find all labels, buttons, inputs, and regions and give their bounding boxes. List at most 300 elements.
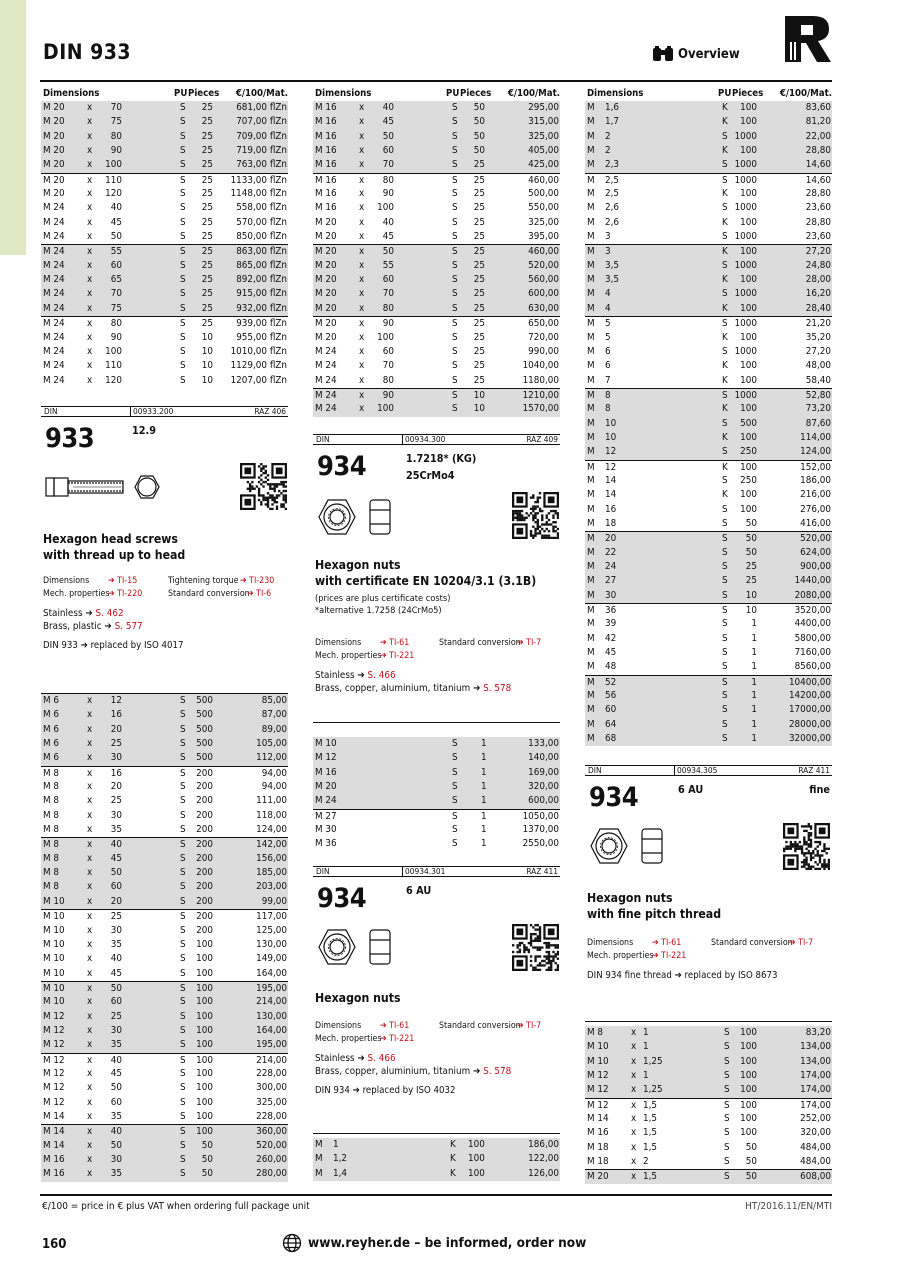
- table-cell: 228,00: [256, 1067, 287, 1079]
- table-cell: M: [587, 517, 595, 529]
- table-cell: 4400,00: [794, 618, 831, 630]
- link-conversion[interactable]: ➔ TI-7: [517, 1021, 542, 1031]
- link-mech[interactable]: ➔ TI-221: [652, 951, 687, 961]
- table-cell: M 20: [315, 259, 337, 271]
- table-cell: M 24: [43, 259, 65, 271]
- table-cell: x: [87, 1139, 93, 1151]
- table-row: [41, 1010, 288, 1024]
- table-cell: M 8: [43, 795, 60, 807]
- table-cell: x: [359, 288, 365, 300]
- table-cell: x: [359, 202, 365, 214]
- table-cell: 2,5: [605, 174, 620, 186]
- table-cell: S: [180, 809, 186, 821]
- table-cell: 915,00 flZn: [236, 288, 287, 300]
- table-row: [41, 287, 288, 301]
- table-cell: K: [722, 116, 728, 128]
- table-cell: 252,00: [800, 1113, 831, 1125]
- table-cell: 142,00: [256, 839, 287, 851]
- table-row: [41, 1110, 288, 1124]
- material-name: 25CrMo4: [406, 469, 455, 482]
- table-cell: 65: [110, 274, 122, 286]
- table-cell: 52,80: [805, 389, 831, 401]
- website-link[interactable]: [282, 1233, 586, 1253]
- table-cell: 100: [468, 1139, 485, 1150]
- table-cell: 80: [382, 174, 394, 186]
- din-bar: [313, 866, 560, 877]
- table-cell: x: [87, 695, 93, 706]
- table-cell: S: [180, 174, 186, 186]
- table-cell: 24: [605, 561, 617, 572]
- table-cell: M: [587, 159, 595, 171]
- table-cell: 25: [473, 174, 485, 186]
- table-cell: 174,00: [800, 1070, 831, 1082]
- table-cell: 200: [196, 881, 213, 893]
- table-cell: 81,20: [805, 116, 831, 128]
- link-brass[interactable]: S. 577: [114, 621, 143, 632]
- table-cell: S: [180, 967, 186, 979]
- table-cell: 3520,00: [794, 605, 831, 617]
- table-cell: x: [631, 1113, 637, 1125]
- raz-code: RAZ 411: [798, 765, 830, 775]
- table-cell: 125,00: [256, 924, 287, 936]
- table-cell: x: [359, 188, 365, 200]
- link-conversion[interactable]: ➔ TI-7: [517, 638, 542, 648]
- table-cell: 25: [201, 246, 213, 258]
- table-cell: M 10: [587, 1055, 609, 1067]
- table-cell: M: [587, 231, 595, 243]
- table-row: [41, 1081, 288, 1095]
- table-cell: 720,00: [528, 331, 559, 343]
- table-cell: S: [180, 1126, 186, 1138]
- table-cell: 1: [481, 810, 487, 822]
- table-cell: S: [452, 838, 458, 850]
- table-cell: M 6: [43, 695, 60, 706]
- table-cell: S: [722, 318, 728, 330]
- table-cell: 100: [468, 1167, 485, 1179]
- table-cell: x: [359, 102, 365, 113]
- table-cell: 100: [740, 302, 757, 314]
- table-row: [41, 1153, 288, 1167]
- table-row: [313, 259, 560, 273]
- table-cell: S: [722, 575, 728, 587]
- table-cell: M: [587, 718, 595, 730]
- table-cell: 28,80: [805, 145, 831, 157]
- table-cell: M 6: [43, 723, 60, 735]
- table-row: [585, 732, 832, 746]
- link-mech[interactable]: ➔ TI-221: [380, 651, 415, 661]
- product-title: Hexagon nuts: [315, 991, 401, 1005]
- table-cell: M: [587, 216, 595, 228]
- table-cell: M 20: [43, 116, 65, 128]
- link-brass[interactable]: S. 578: [483, 683, 512, 694]
- table-cell: M 20: [43, 145, 65, 157]
- table-cell: M 12: [43, 1010, 65, 1022]
- table-cell: S: [180, 1139, 186, 1151]
- table-cell: S: [724, 1171, 730, 1183]
- table-cell: 30: [110, 924, 122, 936]
- table-cell: 100: [740, 461, 757, 473]
- table-cell: S: [180, 723, 186, 735]
- table-cell: 87,60: [805, 417, 831, 429]
- table-cell: 484,00: [800, 1141, 831, 1153]
- table-cell: S: [452, 102, 458, 113]
- table-row: [585, 560, 832, 574]
- table-row: [41, 1067, 288, 1081]
- alternative-note: *alternative 1.7258 (24CrMo5): [315, 605, 442, 616]
- table-cell: M 20: [315, 216, 337, 228]
- table-cell: 25: [201, 116, 213, 128]
- table-cell: x: [359, 318, 365, 330]
- table-cell: 200: [196, 867, 213, 879]
- table-cell: 45: [605, 647, 617, 659]
- table-cell: 100: [740, 1055, 757, 1067]
- link-dimensions[interactable]: ➔ TI-15: [108, 576, 138, 586]
- hex-nut-drawing: [589, 825, 669, 867]
- table-row: [41, 201, 288, 215]
- table-cell: 1,5: [643, 1113, 658, 1125]
- table-cell: 2: [605, 130, 611, 142]
- link-dimensions[interactable]: ➔ TI-61: [652, 938, 682, 948]
- table-row: [41, 766, 288, 780]
- table-cell: M 24: [43, 216, 65, 228]
- table-cell: 130,00: [256, 1010, 287, 1022]
- page-number: 160: [42, 1237, 67, 1252]
- table-cell: M 16: [315, 174, 337, 186]
- table-cell: 25: [473, 188, 485, 200]
- table-cell: S: [452, 288, 458, 300]
- overview-link[interactable]: [652, 46, 740, 62]
- table-cell: 50: [382, 130, 394, 142]
- table-cell: M 10: [43, 996, 65, 1008]
- label-torque: Tightening torque: [168, 576, 239, 586]
- table-cell: 28,00: [805, 274, 831, 286]
- table-row: [313, 359, 560, 373]
- table-row: [585, 273, 832, 287]
- table-cell: 1: [751, 676, 757, 688]
- table-cell: 5: [605, 318, 611, 330]
- table-cell: 25: [201, 130, 213, 142]
- din-label: DIN: [316, 434, 330, 444]
- table-cell: 214,00: [256, 996, 287, 1008]
- table-cell: x: [87, 953, 93, 965]
- table-row: [585, 460, 832, 474]
- table-cell: 214,00: [256, 1054, 287, 1066]
- column-header: [41, 88, 288, 101]
- table-cell: 320,00: [800, 1127, 831, 1139]
- table-cell: 20: [110, 723, 122, 735]
- replacement-note: DIN 934 fine thread ➔ replaced by ISO 8673: [587, 970, 778, 981]
- table-cell: 460,00: [528, 174, 559, 186]
- table-cell: 50: [745, 1156, 757, 1168]
- table-cell: x: [359, 231, 365, 243]
- table-cell: 134,00: [800, 1055, 831, 1067]
- table-din933-continued: [313, 88, 560, 417]
- table-cell: 3: [605, 231, 611, 243]
- table-cell: S: [722, 690, 728, 702]
- table-cell: 50: [745, 1171, 757, 1183]
- table-cell: 416,00: [800, 517, 831, 529]
- table-cell: x: [87, 345, 93, 357]
- table-cell: 2: [605, 145, 611, 157]
- stainless-label: Stainless ➔: [315, 1053, 365, 1064]
- table-cell: M: [587, 259, 595, 271]
- table-cell: x: [359, 246, 365, 258]
- table-row: [585, 488, 832, 502]
- table-row: [585, 302, 832, 316]
- table-cell: S: [180, 924, 186, 936]
- table-cell: 30: [110, 752, 122, 764]
- table-cell: M 24: [43, 374, 65, 386]
- table-cell: x: [631, 1070, 637, 1082]
- link-stainless[interactable]: S. 466: [367, 670, 396, 681]
- table-cell: S: [724, 1041, 730, 1053]
- table-cell: 520,00: [256, 1139, 287, 1151]
- product-block-934: [313, 866, 560, 1136]
- table-cell: M 24: [43, 345, 65, 357]
- table-cell: 500: [196, 709, 213, 721]
- table-cell: x: [87, 1168, 93, 1180]
- table-cell: 73,20: [805, 403, 831, 415]
- table-row: [585, 660, 832, 674]
- table-cell: S: [722, 159, 728, 171]
- table-cell: 10: [605, 431, 617, 443]
- table-cell: S: [180, 202, 186, 214]
- table-cell: 100: [740, 489, 757, 501]
- header-dimensions: Dimensions: [315, 88, 372, 99]
- link-stainless[interactable]: S. 462: [95, 608, 124, 619]
- table-row: [41, 909, 288, 923]
- table-cell: 25: [745, 575, 757, 587]
- table-cell: x: [631, 1171, 637, 1183]
- table-cell: K: [450, 1153, 456, 1165]
- table-cell: 100: [196, 1010, 213, 1022]
- table-cell: 10: [473, 389, 485, 401]
- brass-line: [315, 682, 511, 695]
- table-cell: S: [452, 345, 458, 357]
- link-mech[interactable]: ➔ TI-220: [108, 589, 143, 599]
- table-cell: 25: [473, 318, 485, 330]
- table-cell: M 12: [43, 1096, 65, 1108]
- qr-code-icon[interactable]: [512, 924, 559, 971]
- table-row: [41, 809, 288, 823]
- table-cell: M: [587, 632, 595, 644]
- table-cell: x: [87, 982, 93, 994]
- table-cell: M 8: [43, 824, 60, 836]
- table-cell: 12: [110, 695, 122, 706]
- table-cell: 80: [382, 374, 394, 386]
- table-din933-small: [41, 693, 288, 1182]
- table-cell: M: [587, 431, 595, 443]
- link-conversion[interactable]: ➔ TI-6: [247, 589, 272, 599]
- standard-number: 934: [589, 782, 639, 813]
- stainless-label: Stainless ➔: [43, 608, 93, 619]
- table-cell: 80: [110, 318, 122, 330]
- table-cell: 932,00 flZn: [236, 302, 287, 314]
- table-cell: 40: [382, 102, 394, 113]
- table-cell: 90: [110, 331, 122, 343]
- table-row: [41, 331, 288, 345]
- table-cell: S: [452, 202, 458, 214]
- table-cell: 164,00: [256, 1024, 287, 1036]
- table-cell: 5800,00: [794, 632, 831, 644]
- table-cell: x: [87, 302, 93, 314]
- stainless-line: [315, 1052, 396, 1065]
- table-cell: 1000: [734, 231, 757, 243]
- table-row: [41, 1038, 288, 1052]
- table-row: [41, 187, 288, 201]
- standard-number: 933: [45, 423, 95, 454]
- table-cell: M: [315, 1139, 323, 1150]
- table-cell: 25: [473, 345, 485, 357]
- table-cell: M 24: [43, 288, 65, 300]
- table-row: [41, 952, 288, 966]
- table-row: [313, 751, 560, 765]
- table-cell: 70: [382, 288, 394, 300]
- table-row: [313, 809, 560, 823]
- table-cell: 100: [740, 1127, 757, 1139]
- table-cell: M: [587, 561, 595, 572]
- table-cell: x: [631, 1084, 637, 1096]
- table-row: [313, 823, 560, 837]
- table-cell: x: [87, 1024, 93, 1036]
- table-cell: S: [722, 503, 728, 515]
- section-color-tab: [0, 0, 26, 255]
- table-cell: K: [722, 374, 728, 386]
- table-cell: 100: [105, 159, 122, 171]
- table-cell: 276,00: [800, 503, 831, 515]
- table-cell: S: [724, 1027, 730, 1038]
- qr-code-icon[interactable]: [240, 463, 287, 510]
- table-cell: S: [722, 288, 728, 300]
- table-cell: 1: [751, 704, 757, 716]
- table-cell: S: [180, 781, 186, 793]
- link-conversion[interactable]: ➔ TI-7: [789, 938, 814, 948]
- table-cell: 10: [201, 331, 213, 343]
- table-cell: 25: [201, 202, 213, 214]
- table-cell: 18: [605, 517, 617, 529]
- table-cell: M: [587, 246, 595, 258]
- table-cell: 10: [473, 403, 485, 415]
- overview-label: Overview: [678, 46, 740, 62]
- table-row: [41, 1167, 288, 1181]
- table-cell: M: [587, 360, 595, 372]
- raz-code: RAZ 409: [526, 434, 558, 444]
- table-cell: 1000: [734, 389, 757, 401]
- table-cell: 100: [196, 1126, 213, 1138]
- table-cell: 395,00: [528, 231, 559, 243]
- table-cell: M 10: [43, 911, 65, 923]
- table-cell: 75: [110, 116, 122, 128]
- table-cell: 1: [481, 838, 487, 850]
- table-row: [585, 1155, 832, 1169]
- table-cell: x: [87, 1039, 93, 1051]
- table-cell: 17000,00: [788, 704, 831, 716]
- table-cell: M 10: [315, 738, 337, 749]
- table-cell: 122,00: [528, 1153, 559, 1165]
- table-cell: M: [587, 446, 595, 458]
- table-row: [41, 1096, 288, 1110]
- table-cell: 25: [473, 231, 485, 243]
- table-cell: x: [359, 389, 365, 401]
- table-cell: 228,00: [256, 1110, 287, 1122]
- table-cell: 55: [110, 246, 122, 258]
- table-cell: 30: [110, 809, 122, 821]
- table-cell: K: [722, 246, 728, 258]
- table-cell: 100: [468, 1153, 485, 1165]
- table-cell: 130,00: [256, 938, 287, 950]
- table-row: [585, 101, 832, 115]
- table-row: [41, 995, 288, 1009]
- table-cell: 25: [201, 102, 213, 113]
- table-cell: 60: [110, 259, 122, 271]
- table-row: [585, 417, 832, 431]
- table-row: [585, 1169, 832, 1183]
- table-cell: S: [452, 159, 458, 171]
- table-cell: 140,00: [528, 752, 559, 764]
- qr-code-icon[interactable]: [783, 823, 830, 870]
- table-cell: M: [587, 546, 595, 558]
- table-cell: S: [452, 374, 458, 386]
- link-brass[interactable]: S. 578: [483, 1066, 512, 1077]
- table-cell: 14: [605, 489, 617, 501]
- table-cell: x: [87, 824, 93, 836]
- table-cell: 50: [110, 1082, 122, 1094]
- table-cell: 27,20: [805, 246, 831, 258]
- table-cell: 70: [110, 288, 122, 300]
- product-block-933: [41, 406, 288, 696]
- table-row: [585, 158, 832, 172]
- link-dimensions[interactable]: ➔ TI-61: [380, 638, 410, 648]
- table-cell: M: [587, 318, 595, 330]
- table-row: [313, 201, 560, 215]
- table-row: [585, 230, 832, 244]
- table-cell: 325,00: [528, 130, 559, 142]
- table-cell: 169,00: [528, 766, 559, 778]
- table-cell: 50: [745, 546, 757, 558]
- table-cell: 50: [473, 145, 485, 157]
- table-cell: x: [87, 852, 93, 864]
- table-cell: 484,00: [800, 1156, 831, 1168]
- table-row: [313, 1138, 560, 1152]
- table-cell: 133,00: [528, 738, 559, 749]
- table-cell: 22,00: [805, 130, 831, 142]
- table-cell: 20: [110, 895, 122, 907]
- table-cell: M 6: [43, 752, 60, 764]
- table-cell: 149,00: [256, 953, 287, 965]
- table-row: [585, 201, 832, 215]
- table-cell: M 12: [43, 1039, 65, 1051]
- table-cell: M: [587, 174, 595, 186]
- table-cell: 1,5: [643, 1099, 658, 1111]
- page-title: DIN 933: [43, 40, 132, 64]
- table-cell: 900,00: [800, 561, 831, 572]
- header-dimensions: Dimensions: [587, 88, 644, 99]
- table-row: [313, 345, 560, 359]
- table-row: [41, 1124, 288, 1138]
- link-mech[interactable]: ➔ TI-221: [380, 1034, 415, 1044]
- link-torque[interactable]: ➔ TI-230: [240, 576, 275, 586]
- link-stainless[interactable]: S. 466: [367, 1053, 396, 1064]
- table-cell: 12: [605, 461, 617, 473]
- table-cell: 50: [110, 867, 122, 879]
- qr-code-icon[interactable]: [512, 492, 559, 539]
- link-dimensions[interactable]: ➔ TI-61: [380, 1021, 410, 1031]
- table-cell: 25: [473, 216, 485, 228]
- table-row: [585, 689, 832, 703]
- table-cell: 100: [196, 996, 213, 1008]
- table-cell: M 24: [315, 345, 337, 357]
- table-cell: 50: [201, 1154, 213, 1165]
